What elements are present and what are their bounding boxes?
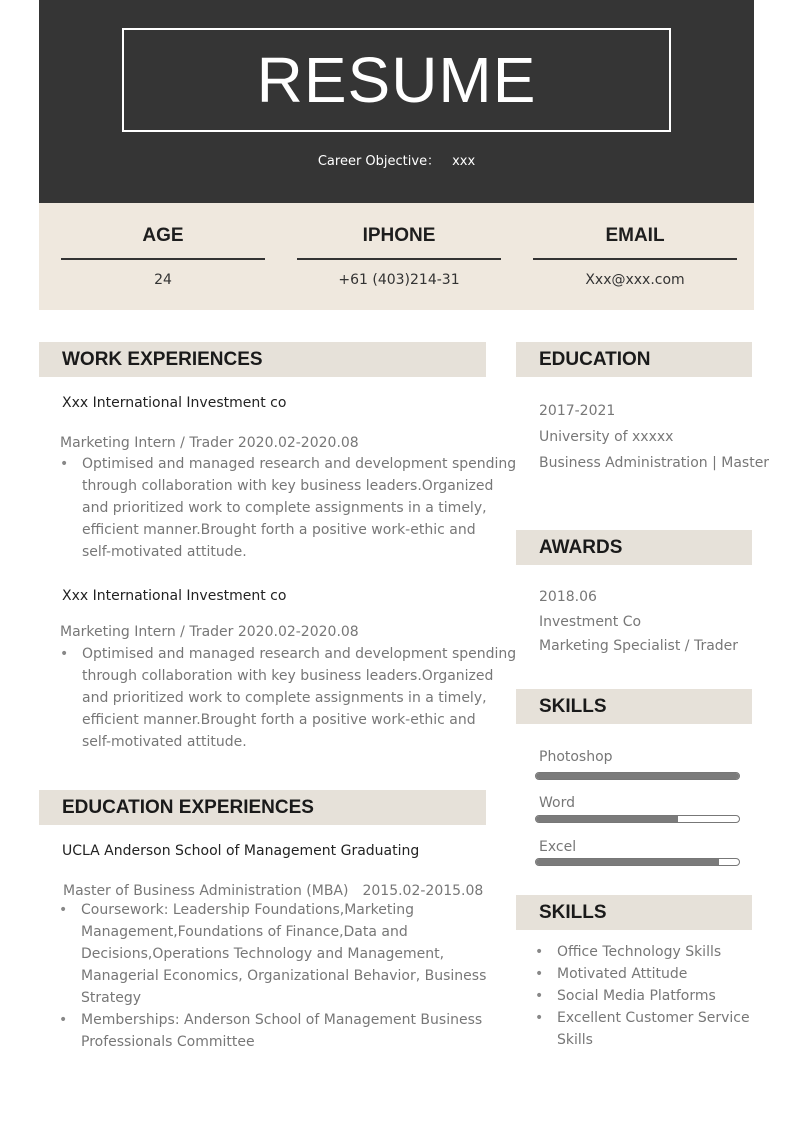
coursework-line-1: • Coursework: Leadership Foundations,Marketing xyxy=(81,902,414,918)
skill-photoshop-label: Photoshop xyxy=(539,749,613,765)
list-item xyxy=(535,963,750,985)
skills-list-heading: SKILLS xyxy=(516,895,752,930)
list-item xyxy=(535,941,750,963)
job-2-line-1: • Optimised and managed research and development spending xyxy=(82,646,517,662)
job-1-company: Xxx International Investment co xyxy=(62,395,287,411)
skill-excel-bar xyxy=(535,858,740,866)
skill-social: • Social Media Platforms xyxy=(557,988,716,1004)
skill-fill xyxy=(536,859,719,865)
list-item xyxy=(60,643,516,753)
skill-office: • Office Technology Skills xyxy=(557,944,722,960)
skill-customer-line-1: • Excellent Customer Service xyxy=(557,1010,750,1026)
skill-word-bar xyxy=(535,815,740,823)
list-item xyxy=(535,1007,750,1051)
job-1-role: Marketing Intern / Trader 2020.02-2020.08 xyxy=(60,435,359,451)
skill-excel-label: Excel xyxy=(539,839,577,855)
divider xyxy=(533,258,737,260)
skills-list xyxy=(535,941,750,1051)
coursework-line-2: Management,Foundations of Finance,Data and xyxy=(81,924,408,940)
job-1-bullets xyxy=(60,453,516,563)
skill-customer-line-2: Skills xyxy=(557,1032,593,1048)
job-2-line-4: efficient manner.Brought forth a positive work-ethic and xyxy=(82,712,476,728)
award-date: 2018.06 xyxy=(539,589,597,605)
edu-degree: Master of Business Administration (MBA) xyxy=(63,883,349,899)
education-heading: EDUCATION xyxy=(516,342,752,377)
email-label: EMAIL xyxy=(605,225,665,246)
career-objective xyxy=(39,150,754,169)
career-objective-label: Career Objective： xyxy=(317,154,441,169)
list-item xyxy=(59,1009,486,1053)
job-1-line-1: • Optimised and managed research and development spending xyxy=(82,456,517,472)
skill-photoshop-bar xyxy=(535,772,740,780)
memberships-line-2: Professionals Committee xyxy=(81,1034,255,1050)
job-2-line-5: self-motivated attitude. xyxy=(82,734,247,750)
career-objective-value: xxx xyxy=(452,154,476,169)
email-value: Xxx@xxx.com xyxy=(585,272,685,288)
phone-label: IPHONE xyxy=(362,225,436,246)
skill-word-label: Word xyxy=(539,795,575,811)
education-program: Business Administration | Master xyxy=(539,455,770,471)
edu-school: UCLA Anderson School of Management Graduating xyxy=(62,843,420,859)
education-experiences-heading: EDUCATION EXPERIENCES xyxy=(39,790,486,825)
header-banner xyxy=(39,0,754,203)
education-school: University of xxxxx xyxy=(539,429,674,445)
award-title: Marketing Specialist / Trader xyxy=(539,638,739,654)
divider xyxy=(297,258,501,260)
age-value: 24 xyxy=(154,272,172,288)
work-experiences-heading: WORK EXPERIENCES xyxy=(39,342,486,377)
job-1-line-5: self-motivated attitude. xyxy=(82,544,247,560)
award-org: Investment Co xyxy=(539,614,642,630)
skill-fill xyxy=(536,816,678,822)
skills-heading: SKILLS xyxy=(516,689,752,724)
coursework-line-5: Strategy xyxy=(81,990,141,1006)
skill-attitude: • Motivated Attitude xyxy=(557,966,688,982)
edu-dates: 2015.02-2015.08 xyxy=(362,883,484,899)
title-frame xyxy=(122,28,671,132)
job-2-bullets xyxy=(60,643,516,753)
awards-heading: AWARDS xyxy=(516,530,752,565)
job-2-role: Marketing Intern / Trader 2020.02-2020.08 xyxy=(60,624,359,640)
coursework-line-3: Decisions,Operations Technology and Management, xyxy=(81,946,445,962)
list-item xyxy=(59,899,486,1009)
list-item xyxy=(535,985,750,1007)
list-item xyxy=(60,453,516,563)
phone-value: +61 (403)214-31 xyxy=(338,272,460,288)
divider xyxy=(61,258,265,260)
job-1-line-4: efficient manner.Brought forth a positive work-ethic and xyxy=(82,522,476,538)
edu-bullets xyxy=(59,899,486,1053)
education-years: 2017-2021 xyxy=(539,403,616,419)
job-1-line-2: through collaboration with key business leaders.Organized xyxy=(82,478,494,494)
age-label: AGE xyxy=(142,225,184,246)
job-2-company: Xxx International Investment co xyxy=(62,588,287,604)
job-2-line-2: through collaboration with key business leaders.Organized xyxy=(82,668,494,684)
memberships-line-1: • Memberships: Anderson School of Management Business xyxy=(81,1012,483,1028)
contact-info-band xyxy=(39,203,754,310)
job-2-line-3: and prioritized work to complete assignments in a timely, xyxy=(82,690,487,706)
resume-title: RESUME xyxy=(256,44,537,116)
coursework-line-4: Managerial Economics, Organizational Behavior, Business xyxy=(81,968,487,984)
job-1-line-3: and prioritized work to complete assignments in a timely, xyxy=(82,500,487,516)
skill-fill xyxy=(536,773,739,779)
